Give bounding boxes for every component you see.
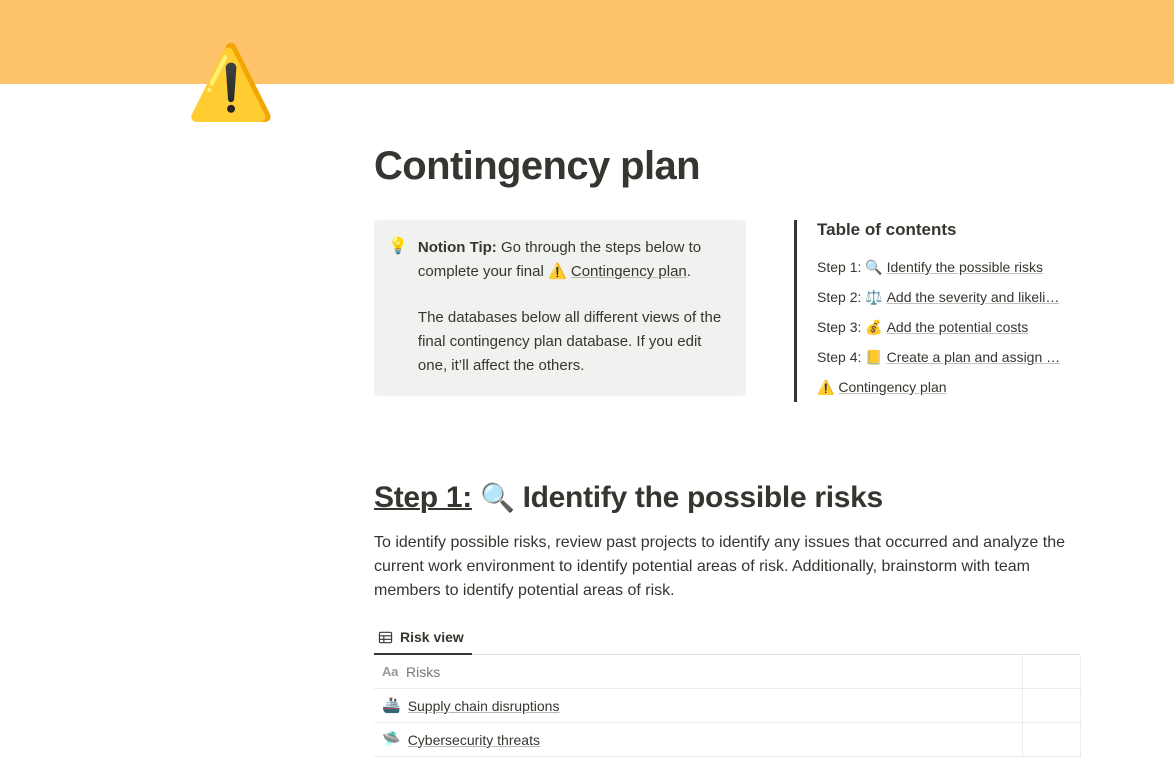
lightbulb-icon: 💡: [388, 238, 408, 255]
notebook-icon: 📒: [865, 349, 883, 365]
page-inner: [186, 43, 1080, 757]
toc-item-label[interactable]: Create a plan and assign …: [886, 349, 1061, 365]
column-header-risks[interactable]: [374, 655, 1022, 689]
callout-lead-label: Notion Tip:: [417, 239, 497, 256]
toc-item-step-1[interactable]: [817, 252, 1080, 282]
flying-saucer-icon: 🛸: [382, 731, 401, 748]
row-title[interactable]: Supply chain disruptions: [407, 697, 560, 714]
toc-item-label[interactable]: Add the potential costs: [886, 319, 1029, 335]
cell-risk-name[interactable]: [374, 689, 1022, 723]
toc-item-prefix: Step 3:: [817, 319, 866, 335]
table-row[interactable]: [374, 723, 1080, 757]
cell-extra[interactable]: [1022, 723, 1080, 757]
page-body: [0, 43, 1174, 757]
table-row[interactable]: [374, 689, 1080, 723]
toc-item-prefix: Step 4:: [817, 349, 866, 365]
toc-item-contingency-plan[interactable]: [817, 372, 1080, 402]
callout-paragraph-2: The databases below all different views of the final contingency plan database. If you edit one, it’ll affect the others.: [417, 309, 722, 374]
column-left: [374, 220, 746, 402]
page-title[interactable]: Contingency plan: [374, 144, 700, 188]
tab-label: Risk view: [400, 629, 464, 645]
toc-item-label[interactable]: Add the severity and likeli…: [886, 289, 1060, 305]
page-icon-warning[interactable]: ⚠️: [186, 43, 276, 123]
risk-database: [374, 625, 1080, 757]
ship-icon: 🚢: [382, 697, 401, 714]
column-header-extra[interactable]: [1022, 655, 1080, 689]
row-title[interactable]: Cybersecurity threats: [407, 731, 540, 748]
table-header-row: [374, 655, 1080, 689]
step-1-section: [374, 478, 1080, 757]
toc-item-step-2[interactable]: [817, 282, 1080, 312]
warning-icon: ⚠️: [817, 379, 835, 395]
toc-item-prefix: Step 1:: [817, 259, 866, 275]
step-1-heading-prefix: Step 1:: [374, 481, 472, 514]
database-table: [374, 655, 1081, 757]
table-of-contents: [794, 220, 1080, 402]
two-column-row: [374, 220, 1080, 402]
page-cover: [0, 0, 1174, 84]
step-1-heading-rest: Identify the possible risks: [522, 481, 883, 514]
callout-lead-end: .: [686, 263, 691, 280]
contingency-plan-link[interactable]: Contingency plan: [570, 263, 687, 280]
text-type-icon: Aa: [382, 664, 399, 679]
toc-item-step-3[interactable]: [817, 312, 1080, 342]
column-header-label: Risks: [406, 663, 441, 680]
toc-item-step-4[interactable]: [817, 342, 1080, 372]
column-right: [794, 220, 1080, 402]
callout-lead-rest: Go through the steps below to complete your final: [417, 239, 702, 280]
tab-risk-view[interactable]: [374, 625, 472, 655]
toc-item-label[interactable]: Contingency plan: [838, 379, 947, 395]
step-1-heading[interactable]: [374, 478, 1080, 517]
cell-risk-name[interactable]: [374, 723, 1022, 757]
page-content: [186, 43, 1066, 757]
magnifier-icon: 🔍: [865, 259, 883, 275]
scales-icon: ⚖️: [865, 289, 883, 305]
magnifier-icon: 🔍: [479, 482, 515, 513]
notion-tip-callout: [374, 220, 746, 396]
callout-link-emoji: ⚠️: [548, 263, 567, 280]
toc-item-label[interactable]: Identify the possible risks: [886, 259, 1043, 275]
toc-title: Table of contents: [817, 220, 957, 239]
step-1-paragraph: To identify possible risks, review past projects to identify any issues that occurred and analyze the current work environment to identify potential areas of risk. Additionally, brainstorm with team members to identify potential areas of risk.: [374, 534, 1066, 599]
callout-text: [418, 236, 730, 378]
cell-extra[interactable]: [1022, 689, 1080, 723]
money-bag-icon: 💰: [865, 319, 883, 335]
database-view-tabs: [374, 625, 1080, 655]
table-icon: [378, 630, 393, 645]
callout-paragraph-1: [418, 236, 730, 284]
toc-item-prefix: Step 2:: [817, 289, 866, 305]
